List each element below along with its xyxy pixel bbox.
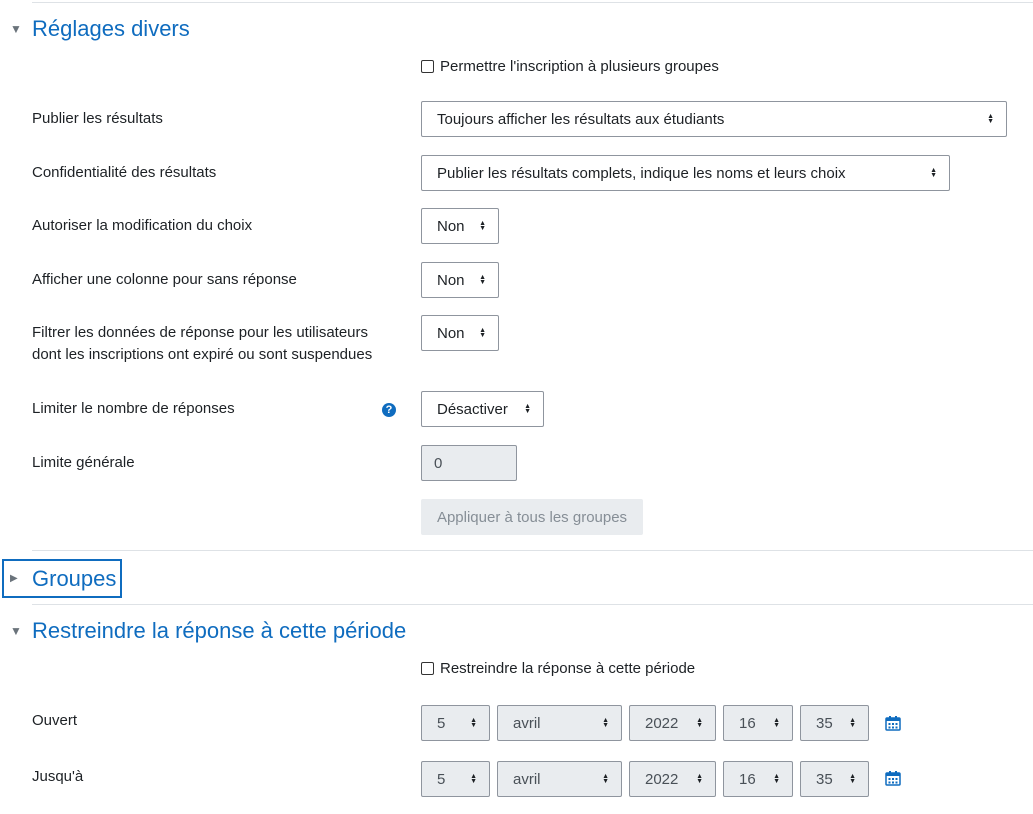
publish-results-label: Publier les résultats (32, 110, 163, 127)
select-arrows-icon: ▲ ▼ (602, 717, 609, 729)
calendar-icon[interactable] (885, 770, 901, 786)
open-year-value: 2022 (645, 714, 679, 732)
until-month-value: avril (513, 770, 541, 788)
restrict-period-checkbox[interactable] (421, 662, 434, 675)
open-day-select[interactable] (421, 705, 490, 741)
until-hour-value: 16 (739, 770, 756, 788)
open-year-select[interactable] (629, 705, 716, 741)
publish-results-select[interactable] (421, 101, 1007, 137)
until-minute-select[interactable] (800, 761, 869, 797)
limit-answers-select[interactable] (421, 391, 544, 427)
filter-responses-label-line2: dont les inscriptions ont expiré ou sont suspendues (32, 346, 373, 363)
results-privacy-value: Publier les résultats complets, indique les noms et leurs choix (437, 164, 846, 182)
section-misc-settings-title: Réglages divers (32, 16, 190, 41)
limit-answers-label: Limiter le nombre de réponses (32, 400, 235, 417)
general-limit-value: 0 (434, 454, 443, 472)
show-unanswered-value: Non (437, 271, 465, 289)
until-date-label: Jusqu'à (32, 768, 84, 785)
section-misc-settings-toggle[interactable] (10, 16, 190, 42)
select-arrows-icon: ▲ ▼ (696, 773, 703, 785)
general-limit-input[interactable] (421, 445, 517, 481)
select-arrows-icon: ▲ ▼ (479, 220, 486, 232)
open-month-select[interactable] (497, 705, 622, 741)
open-hour-value: 16 (739, 714, 756, 732)
section-groups-toggle[interactable] (4, 561, 120, 596)
section-restrict-title: Restreindre la réponse à cette période (32, 618, 407, 643)
section-divider (32, 604, 1033, 605)
select-arrows-icon: ▲ ▼ (696, 717, 703, 729)
select-arrows-icon: ▲ ▼ (479, 327, 486, 339)
publish-results-value: Toujours afficher les résultats aux étudiants (437, 110, 725, 128)
until-month-select[interactable] (497, 761, 622, 797)
restrict-period-row[interactable] (421, 660, 695, 677)
question-circle-icon[interactable]: ? (382, 403, 396, 417)
section-groups-title: Groupes (32, 565, 117, 591)
filter-responses-value: Non (437, 324, 465, 342)
allow-multiple-groups-checkbox[interactable] (421, 60, 434, 73)
caret-right-icon: ▶ (10, 573, 18, 584)
until-day-value: 5 (437, 770, 446, 788)
restrict-period-label: Restreindre la réponse à cette période (440, 660, 696, 677)
allow-change-select[interactable] (421, 208, 499, 244)
select-arrows-icon: ▲ ▼ (470, 773, 477, 785)
select-arrows-icon: ▲ ▼ (524, 403, 531, 415)
filter-responses-label-line1: Filtrer les données de réponse pour les utilisateurs (32, 324, 369, 341)
select-arrows-icon: ▲ ▼ (602, 773, 609, 785)
select-arrows-icon: ▲ ▼ (470, 717, 477, 729)
allow-change-label: Autoriser la modification du choix (32, 217, 253, 234)
open-minute-select[interactable] (800, 705, 869, 741)
open-hour-select[interactable] (723, 705, 793, 741)
allow-multiple-groups-row[interactable] (421, 58, 719, 75)
until-day-select[interactable] (421, 761, 490, 797)
select-arrows-icon: ▲ ▼ (849, 717, 856, 729)
select-arrows-icon: ▲ ▼ (773, 773, 780, 785)
select-arrows-icon: ▲ ▼ (479, 274, 486, 286)
open-minute-value: 35 (816, 714, 833, 732)
section-restrict-toggle[interactable] (10, 618, 406, 644)
results-privacy-label: Confidentialité des résultats (32, 164, 217, 181)
caret-down-icon: ▼ (10, 624, 22, 638)
open-month-value: avril (513, 714, 541, 732)
select-arrows-icon: ▲ ▼ (987, 113, 994, 125)
top-divider (32, 2, 1033, 3)
apply-all-groups-button[interactable]: Appliquer à tous les groupes (421, 499, 643, 535)
general-limit-label: Limite générale (32, 454, 135, 471)
until-minute-value: 35 (816, 770, 833, 788)
section-divider (32, 550, 1033, 551)
show-unanswered-select[interactable] (421, 262, 499, 298)
open-date-label: Ouvert (32, 712, 78, 729)
filter-responses-select[interactable] (421, 315, 499, 351)
until-hour-select[interactable] (723, 761, 793, 797)
allow-multiple-groups-label: Permettre l'inscription à plusieurs groupes (440, 58, 719, 75)
filter-responses-label (32, 322, 372, 366)
open-day-value: 5 (437, 714, 446, 732)
allow-change-value: Non (437, 217, 465, 235)
select-arrows-icon: ▲ ▼ (849, 773, 856, 785)
caret-down-icon: ▼ (10, 22, 22, 36)
show-unanswered-label: Afficher une colonne pour sans réponse (32, 271, 297, 288)
calendar-icon[interactable] (885, 715, 901, 731)
results-privacy-select[interactable] (421, 155, 950, 191)
until-year-value: 2022 (645, 770, 679, 788)
until-year-select[interactable] (629, 761, 716, 797)
select-arrows-icon: ▲ ▼ (773, 717, 780, 729)
limit-answers-value: Désactiver (437, 400, 508, 418)
select-arrows-icon: ▲ ▼ (930, 167, 937, 179)
